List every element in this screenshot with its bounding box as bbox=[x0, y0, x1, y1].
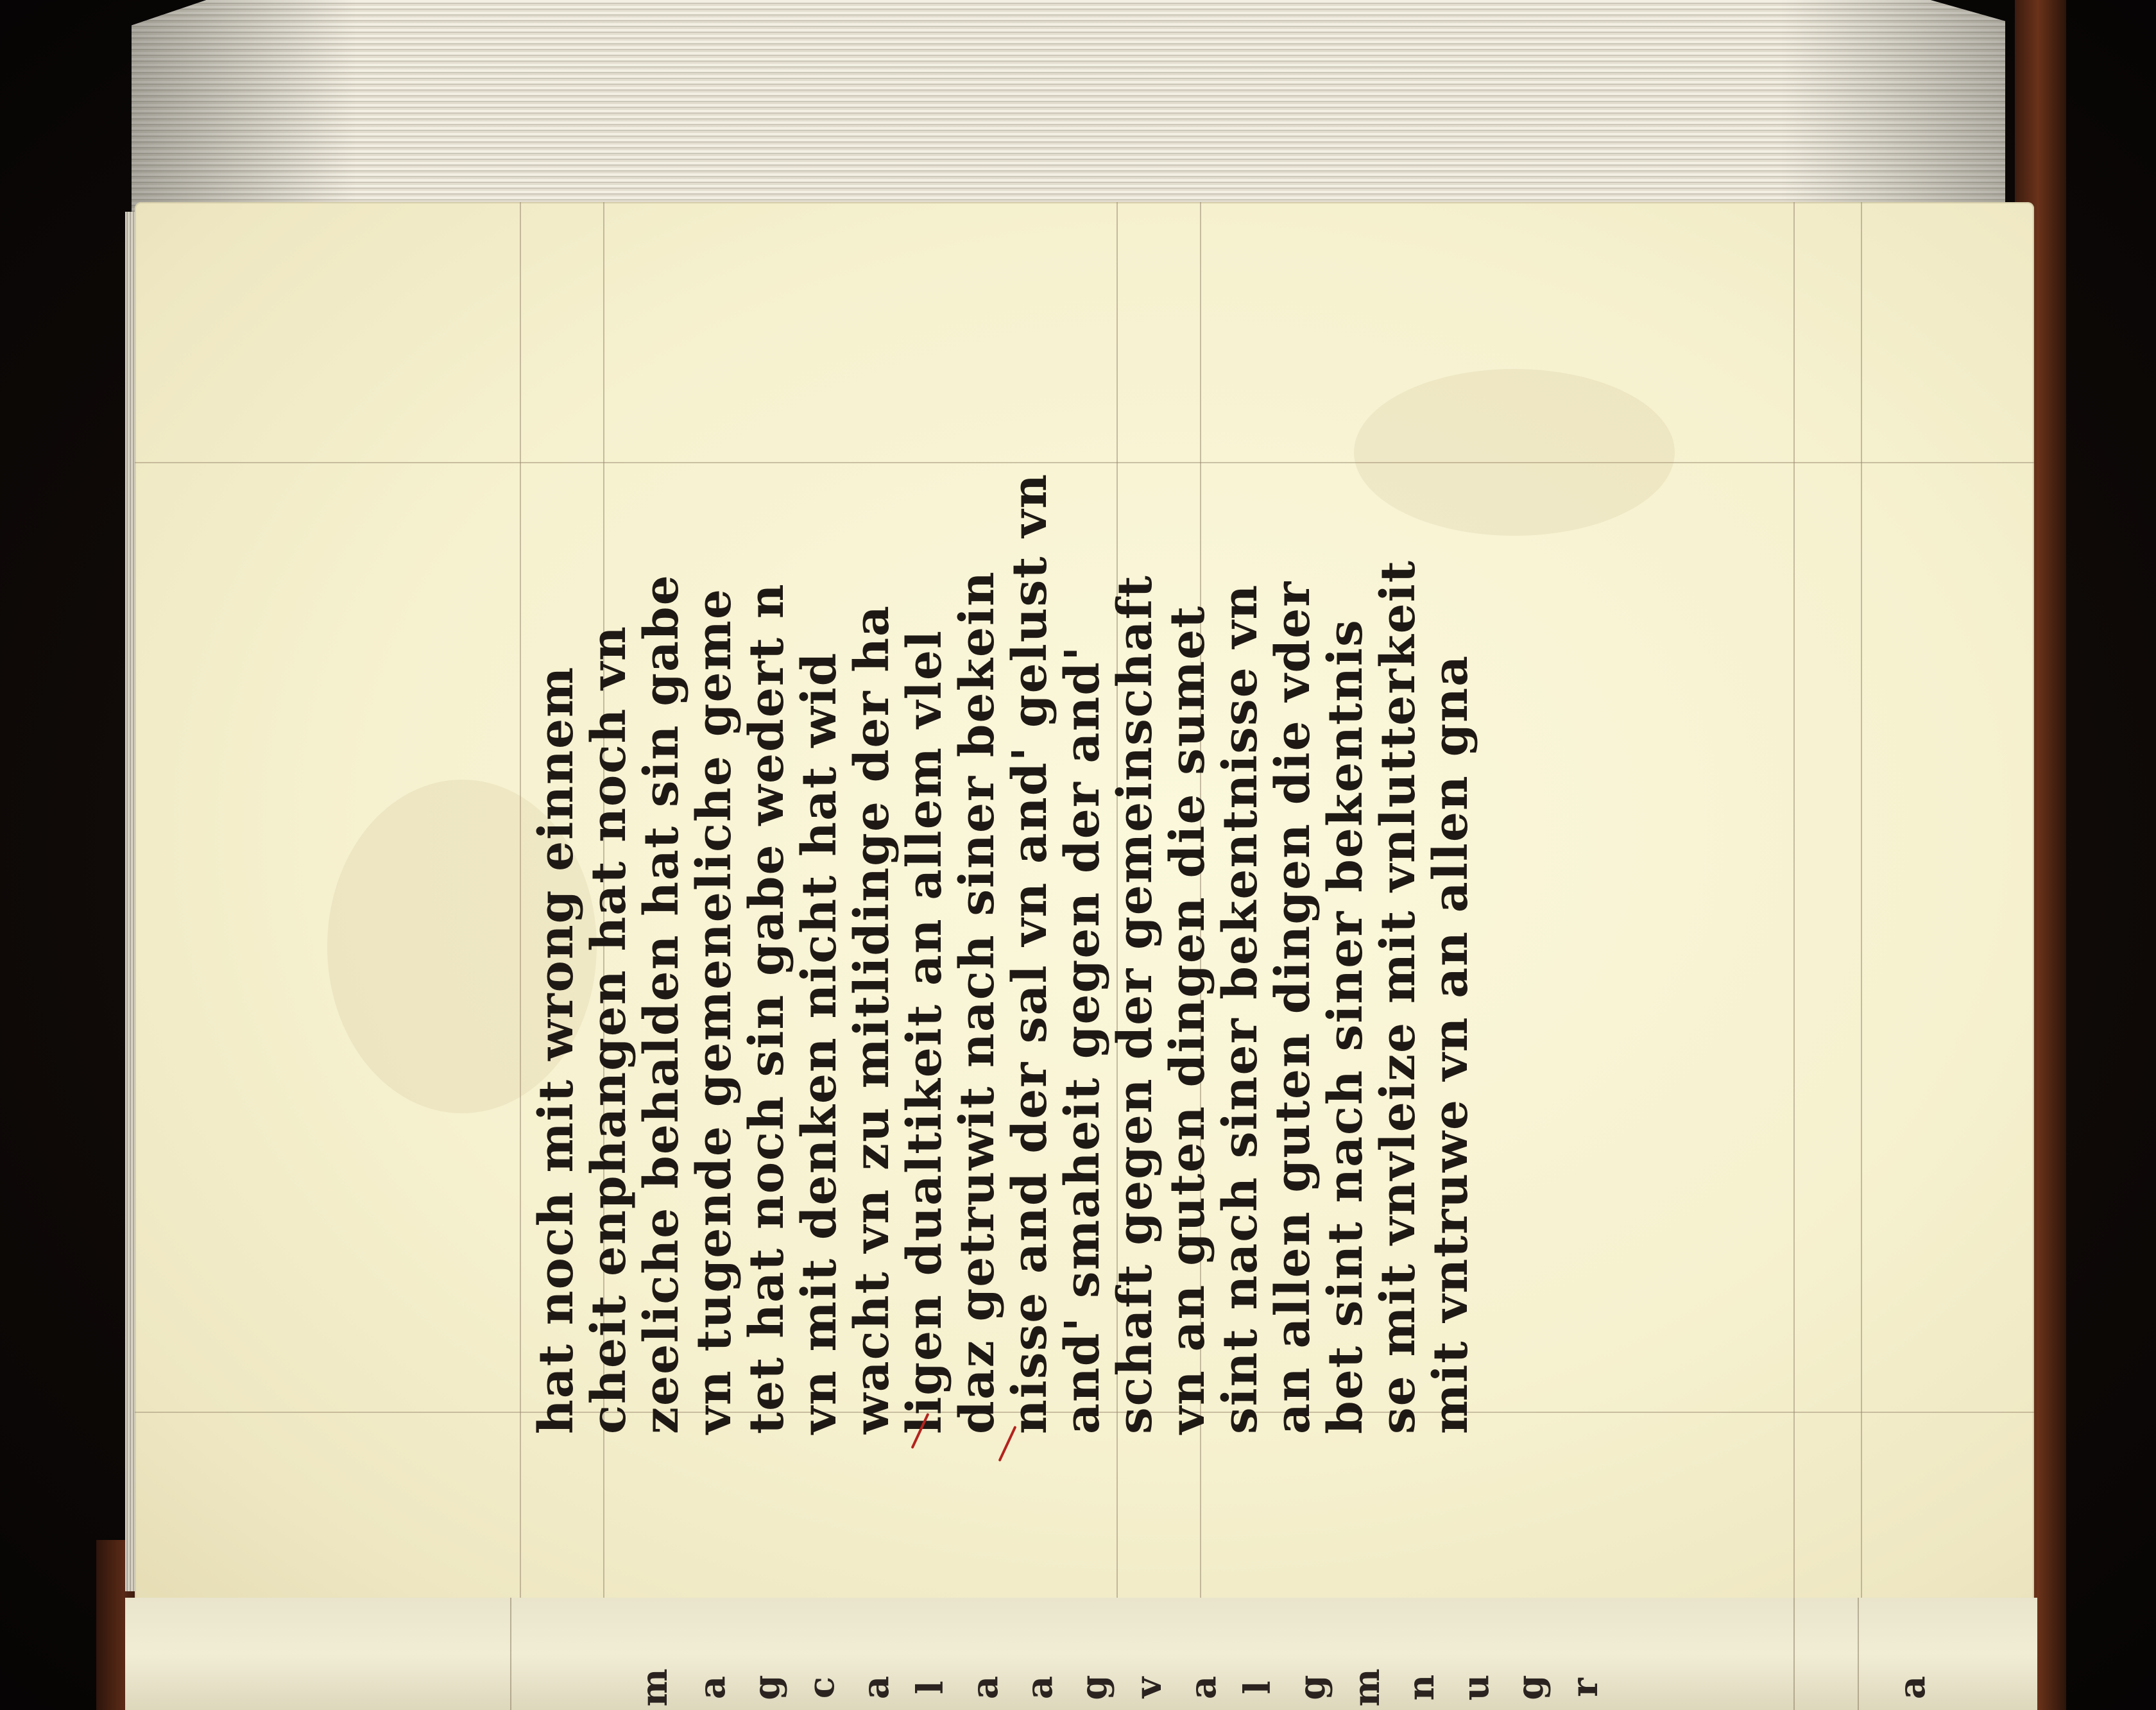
manuscript-line: hat noch mit wrong einnem bbox=[529, 665, 584, 1434]
lower-page-letter: m bbox=[633, 1668, 676, 1707]
manuscript-line: bet sint nach siner bekentnis bbox=[1318, 619, 1373, 1434]
manuscript-line: an allen guten dingen die vder bbox=[1265, 580, 1321, 1434]
manuscript-line: sint nach siner bekentnisse vn bbox=[1213, 583, 1268, 1434]
lower-page-letter: c bbox=[800, 1676, 843, 1699]
lower-page-letter: n bbox=[1400, 1674, 1442, 1701]
lower-page-letter: a bbox=[1182, 1675, 1224, 1700]
lower-page-letter: g bbox=[1291, 1675, 1333, 1700]
ruling-line bbox=[1793, 202, 1795, 1601]
ruling-line bbox=[1858, 1598, 1859, 1710]
manuscript-line: tet hat noch sin gabe wedert n bbox=[739, 583, 794, 1434]
lower-page-letter: a bbox=[1018, 1675, 1061, 1700]
manuscript-line: vn tugende gemeneliche geme bbox=[687, 588, 742, 1434]
lower-page-letter: u bbox=[1455, 1674, 1497, 1701]
manuscript-line: se mit vnvleize mit vnlutterkeit bbox=[1371, 560, 1426, 1434]
lower-page-letter: l bbox=[909, 1680, 952, 1695]
ruling-line bbox=[135, 462, 2034, 463]
lower-page-letter: g bbox=[746, 1675, 788, 1700]
text-column-rotated bbox=[520, 468, 1479, 1447]
lower-page-letter: a bbox=[964, 1675, 1006, 1700]
lower-page-letter: a bbox=[691, 1675, 733, 1700]
lower-page-letter: v bbox=[1127, 1677, 1170, 1698]
lower-page-letter: a bbox=[855, 1675, 897, 1700]
manuscript-line: mit vntruwe vn an allen gna bbox=[1423, 654, 1478, 1434]
lower-page-letter: m bbox=[1346, 1668, 1388, 1707]
manuscript-line: cheit enphangen hat noch vn bbox=[581, 625, 637, 1434]
lower-page-letter: l bbox=[1236, 1680, 1279, 1695]
lower-page-strip bbox=[125, 1598, 2037, 1710]
manuscript-line: wacht vn zu mitlidinge der ha bbox=[844, 604, 900, 1434]
page-block-edges bbox=[132, 0, 2005, 212]
ruling-line bbox=[510, 1598, 511, 1710]
lower-page-letter: r bbox=[1564, 1678, 1606, 1697]
manuscript-line: ligen dualtikeit an allem vlel bbox=[897, 629, 952, 1434]
lower-page-letter: g bbox=[1509, 1675, 1552, 1700]
manuscript-line: schaft gegen der gemeinschaft bbox=[1108, 574, 1163, 1434]
lower-page-letter: a bbox=[1891, 1675, 1933, 1700]
lower-page-letter: g bbox=[1073, 1675, 1115, 1700]
ruling-line bbox=[1861, 202, 1862, 1601]
text-column bbox=[520, 468, 1479, 1447]
manuscript-line: vn mit denken nicht hat wid bbox=[792, 651, 847, 1434]
manuscript-line: and' smaheit gegen der and' bbox=[1055, 645, 1110, 1434]
manuscript-line: nisse and der sal vn and' gelust vn bbox=[1002, 472, 1057, 1434]
manuscript-line: daz getruwit nach siner bekein bbox=[950, 570, 1005, 1434]
manuscript-line: zeeliche behalden hat sin gabe bbox=[634, 574, 689, 1434]
ruling-line bbox=[1793, 1598, 1795, 1710]
manuscript-line: vn an guten dingen die sumet bbox=[1160, 604, 1215, 1434]
